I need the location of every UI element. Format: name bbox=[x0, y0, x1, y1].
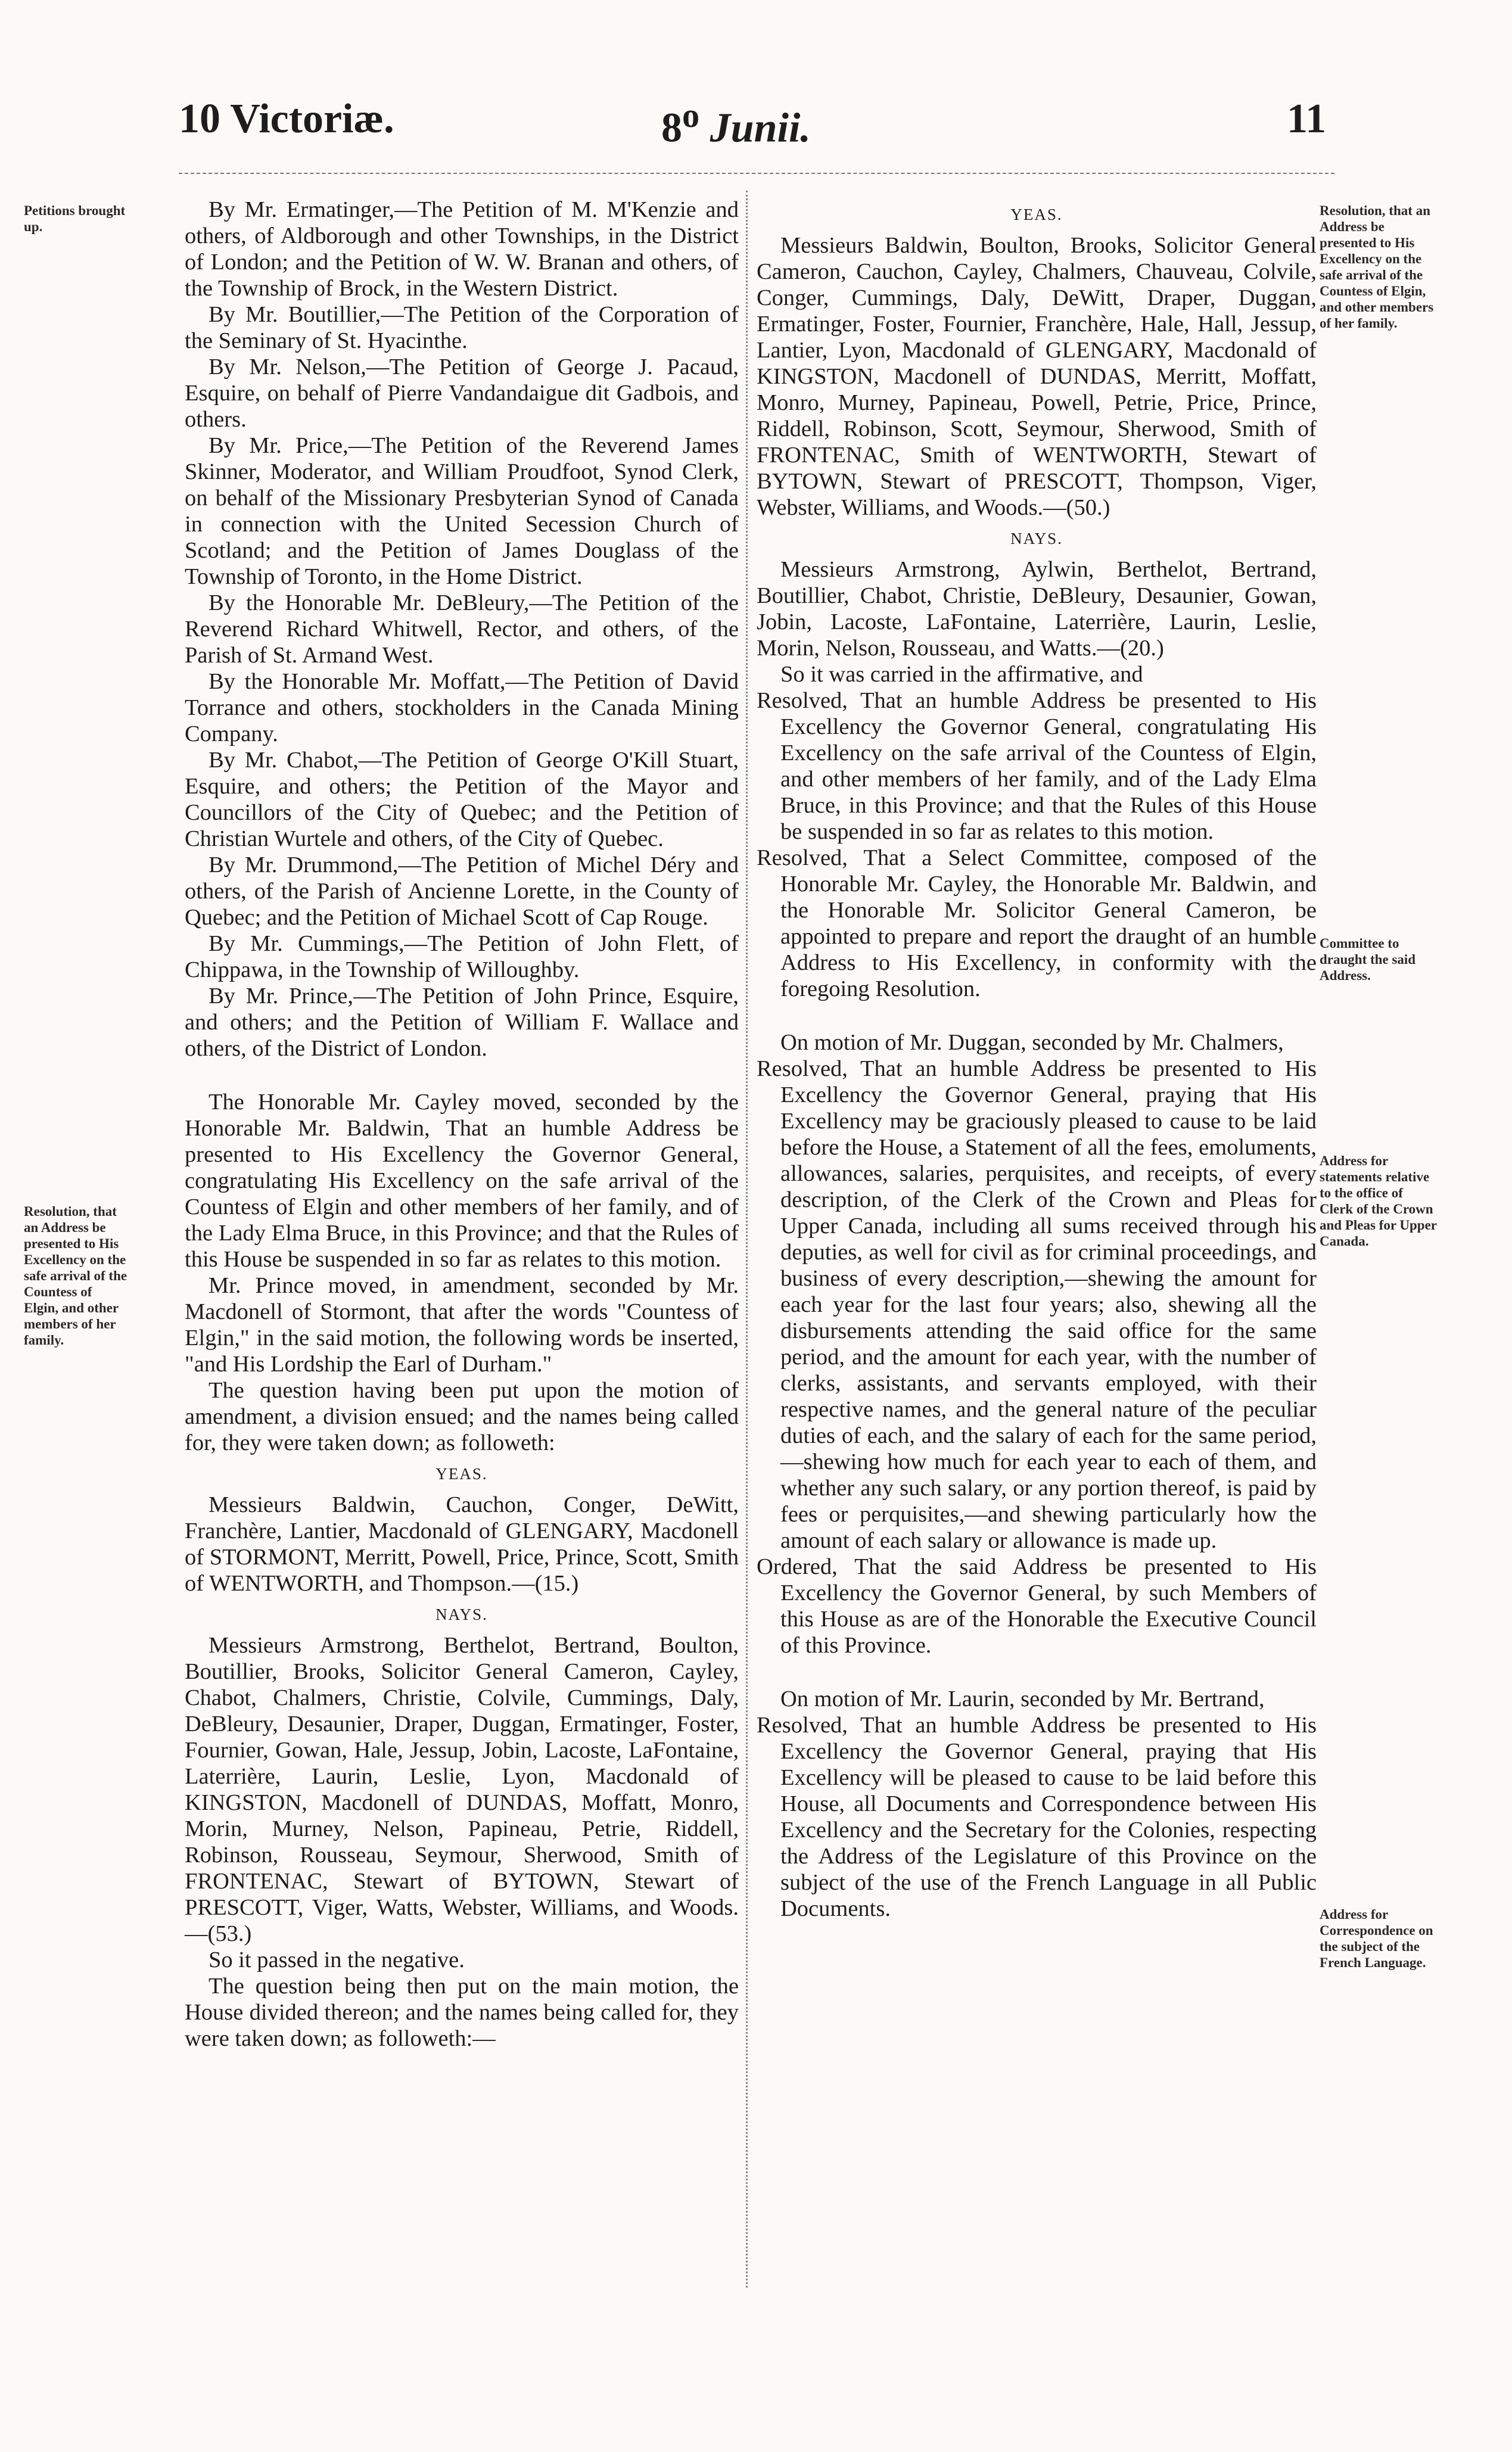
regnal-year: 10 Victoriæ. bbox=[179, 96, 394, 142]
header-rule bbox=[179, 173, 1334, 174]
yeas-heading: YEAS. bbox=[1010, 206, 1063, 223]
prince-amendment: Mr. Prince moved, in amendment, seconded by Mr. Macdonell of Stormont, that after the words "Countess of Elgin," in the said motion, the following words be inserted, "and His Lordship the Earl of Durham." bbox=[185, 1273, 739, 1377]
petition-entry: By Mr. Drummond,—The Petition of Michel Déry and others, of the Parish of Ancienne Lorette, in the County of Quebec; and the Petition of Michael Scott of Cap Rouge. bbox=[185, 852, 739, 930]
nays-heading: NAYS. bbox=[1010, 530, 1063, 547]
margin-note-committee: Committee to draught the said Address. bbox=[1320, 936, 1416, 983]
negative-result: So it passed in the negative. bbox=[209, 1947, 465, 1972]
nays-list: Messieurs Armstrong, Aylwin, Berthelot, Bertrand, Boutillier, Chabot, Christie, DeBleury, Desaunier, Gowan, Jobin, Lacoste, LaFontaine, Laterrière, Laurin, Leslie, Morin, Nelson, Rousseau, and Watts.—(20.) bbox=[757, 557, 1317, 661]
resolution-congratulate: Resolved, That an humble Address be presented to His Excellency the Governor General, congratulating His Excellency on the safe arrival of the Countess of Elgin, and other members of her family, and of the Lady Elma Bruce, in this Province; and that the Rules of this House be suspended in so far as relates to this motion. bbox=[757, 688, 1317, 844]
yeas-heading: YEAS. bbox=[435, 1465, 488, 1483]
nays-heading: NAYS. bbox=[435, 1605, 488, 1623]
nays-list: Messieurs Armstrong, Berthelot, Bertrand, Boulton, Boutillier, Brooks, Solicitor General Cameron, Cayley, Chabot, Chalmers, Christie, Colvile, Cummings, Daly, DeBleury, Desaunier, Draper, Duggan, Ermatinger, Foster, Fournier, Gowan, Hale, Jessup, Jobin, Lacoste, LaFontaine, Laterrière, Laurin, Leslie, Lyon, Macdonald of KINGSTON, Macdonell of DUNDAS, Moffatt, Monro, Morin, Murney, Nelson, Papineau, Petrie, Riddell, Robinson, Rousseau, Seymour, Sherwood, Smith of FRONTENAC, Stewart of BYTOWN, Stewart of PRESCOTT, Viger, Watts, Webster, Williams, and Woods.—(53.) bbox=[185, 1633, 739, 1946]
petition-entry: By the Honorable Mr. DeBleury,—The Petition of the Reverend Richard Whitwell, Rector, and others, of the Parish of St. Armand West. bbox=[185, 590, 739, 668]
order-present-address: Ordered, That the said Address be presented to His Excellency the Governor General, by such Members of this House as are of the Honorable the Executive Council of this Province. bbox=[757, 1554, 1317, 1658]
resolution-committee: Resolved, That a Select Committee, composed of the Honorable Mr. Cayley, the Honorable Mr. Baldwin, and the Honorable Mr. Solicitor General Cameron, be appointed to prepare and report the draught of an humble Address to His Excellency, in conformity with the foregoing Resolution. bbox=[757, 845, 1317, 1001]
petition-entry: By Mr. Boutillier,—The Petition of the Corporation of the Seminary of St. Hyacinthe. bbox=[185, 302, 739, 353]
date-day: 8 bbox=[661, 105, 682, 151]
column-divider bbox=[746, 191, 748, 2288]
yeas-list: Messieurs Baldwin, Cauchon, Conger, DeWitt, Franchère, Lantier, Macdonald of GLENGARY, Macdonell of STORMONT, Merritt, Powell, Price, Prince, Scott, Smith of WENTWORTH, and Thompson.—(15.) bbox=[185, 1492, 739, 1596]
petitions-list bbox=[185, 197, 739, 1062]
left-column bbox=[185, 197, 739, 2052]
date-month: Junii. bbox=[710, 105, 811, 151]
page-number: 11 bbox=[1287, 96, 1327, 142]
page-date bbox=[661, 95, 811, 152]
date-ordinal: o bbox=[682, 96, 700, 135]
page-header bbox=[0, 89, 1512, 161]
petition-entry: By Mr. Ermatinger,—The Petition of M. M'Kenzie and others, of Aldborough and other Townships, in the District of London; and the Petition of W. W. Branan and others, of the Township of Brock, in the Western District. bbox=[185, 197, 739, 301]
resolution-clerk-statement: Resolved, That an humble Address be presented to His Excellency the Governor General, praying that His Excellency may be graciously pleased to cause to be laid before the House, a Statement of all the fees, emoluments, allowances, salaries, perquisites, and receipts, of every description, of the Clerk of the Crown and Pleas for Upper Canada, including all sums received through his deputies, as well for civil as for criminal proceedings, and business of every description,—shewing the amount for each year for the last four years; also, shewing all the disbursements attending the said office for the same period, and the amount for each year, with the number of clerks, assistants, and servants employed, with their respective names, and the general nature of the peculiar duties of each, and the salary of each for the same period,—shewing how much for each year to each of them, and whether any such salary, or any portion thereof, is paid by fees or perquisites,—and shewing particularly how the amount of each salary or allowance is made up. bbox=[757, 1056, 1317, 1553]
petition-entry: By Mr. Chabot,—The Petition of George O'Kill Stuart, Esquire, and others; the Petition of the Mayor and Councillors of the City of Quebec; and the Petition of Christian Wurtele and others, of the City of Quebec. bbox=[185, 748, 739, 851]
petition-entry: By Mr. Prince,—The Petition of John Prince, Esquire, and others; and the Petition of William F. Wallace and others, of the District of London. bbox=[185, 984, 739, 1061]
division-question: The question having been put upon the motion of amendment, a division ensued; and the names being called for, they were taken down; as followeth: bbox=[185, 1378, 739, 1455]
margin-note-petitions: Petitions brought up. bbox=[24, 203, 126, 234]
margin-note-address-clerk: Address for statements relative to the office of Clerk of the Crown and Pleas for Upper Canada. bbox=[1320, 1153, 1437, 1249]
motion-laurin: On motion of Mr. Laurin, seconded by Mr. Bertrand, bbox=[780, 1686, 1265, 1712]
margin-note-address-french: Address for Correspondence on the subject of the French Language. bbox=[1320, 1907, 1433, 1970]
main-motion-question: The question being then put on the main motion, the House divided thereon; and the names being called for, they were taken down; as followeth:— bbox=[185, 1974, 739, 2051]
motion-duggan: On motion of Mr. Duggan, seconded by Mr. Chalmers, bbox=[780, 1030, 1284, 1055]
petition-entry: By Mr. Cummings,—The Petition of John Flett, of Chippawa, in the Township of Willoughby. bbox=[185, 931, 739, 982]
petition-entry: By the Honorable Mr. Moffatt,—The Petition of David Torrance and others, stockholders in the Canada Mining Company. bbox=[185, 669, 739, 746]
affirmative-result: So it was carried in the affirmative, and bbox=[780, 662, 1143, 687]
resolution-french-language: Resolved, That an humble Address be presented to His Excellency the Governor General, praying that His Excellency will be pleased to cause to be laid before this House, all Documents and Correspondence between His Excellency and the Secretary for the Colonies, respecting the Address of the Legislature of this Province on the subject of the use of the French Language in all Public Documents. bbox=[757, 1713, 1317, 1921]
cayley-motion: The Honorable Mr. Cayley moved, seconded by the Honorable Mr. Baldwin, That an humble Address be presented to His Excellency the Governor General, congratulating His Excellency on the safe arrival of the Countess of Elgin and other members of her family, and of the Lady Elma Bruce, in this Province; and that the Rules of this House be suspended in so far as relates to this motion. bbox=[185, 1090, 739, 1272]
yeas-list: Messieurs Baldwin, Boulton, Brooks, Solicitor General Cameron, Cauchon, Cayley, Chalmers, Chauveau, Colvile, Conger, Cummings, Daly, DeWitt, Draper, Duggan, Ermatinger, Foster, Fournier, Franchère, Hale, Hall, Jessup, Lantier, Lyon, Macdonald of GLENGARY, Macdonald of KINGSTON, Macdonell of DUNDAS, Merritt, Moffatt, Monro, Murney, Papineau, Powell, Petrie, Price, Prince, Riddell, Robinson, Scott, Seymour, Sherwood, Smith of FRONTENAC, Smith of WENTWORTH, Stewart of BYTOWN, Stewart of PRESCOTT, Thompson, Viger, Webster, Williams, and Woods.—(50.) bbox=[757, 233, 1317, 520]
margin-note-resolution-left: Resolution, that an Address be presented to His Excellency on the safe arrival of the Countess of Elgin, and other members of her family. bbox=[24, 1204, 127, 1348]
margin-note-resolution-right: Resolution, that an Address be presented to His Excellency on the safe arrival of the Countess of Elgin, and other members of her family. bbox=[1320, 203, 1434, 331]
petition-entry: By Mr. Price,—The Petition of the Reverend James Skinner, Moderator, and William Proudfoot, Synod Clerk, on behalf of the Missionary Presbyterian Synod of Canada in connection with the United Secession Church of Scotland; and the Petition of James Douglass of the Township of Toronto, in the Home District. bbox=[185, 433, 739, 589]
right-column bbox=[757, 197, 1317, 1922]
petition-entry: By Mr. Nelson,—The Petition of George J. Pacaud, Esquire, on behalf of Pierre Vandandaigue dit Gadbois, and others. bbox=[185, 354, 739, 432]
